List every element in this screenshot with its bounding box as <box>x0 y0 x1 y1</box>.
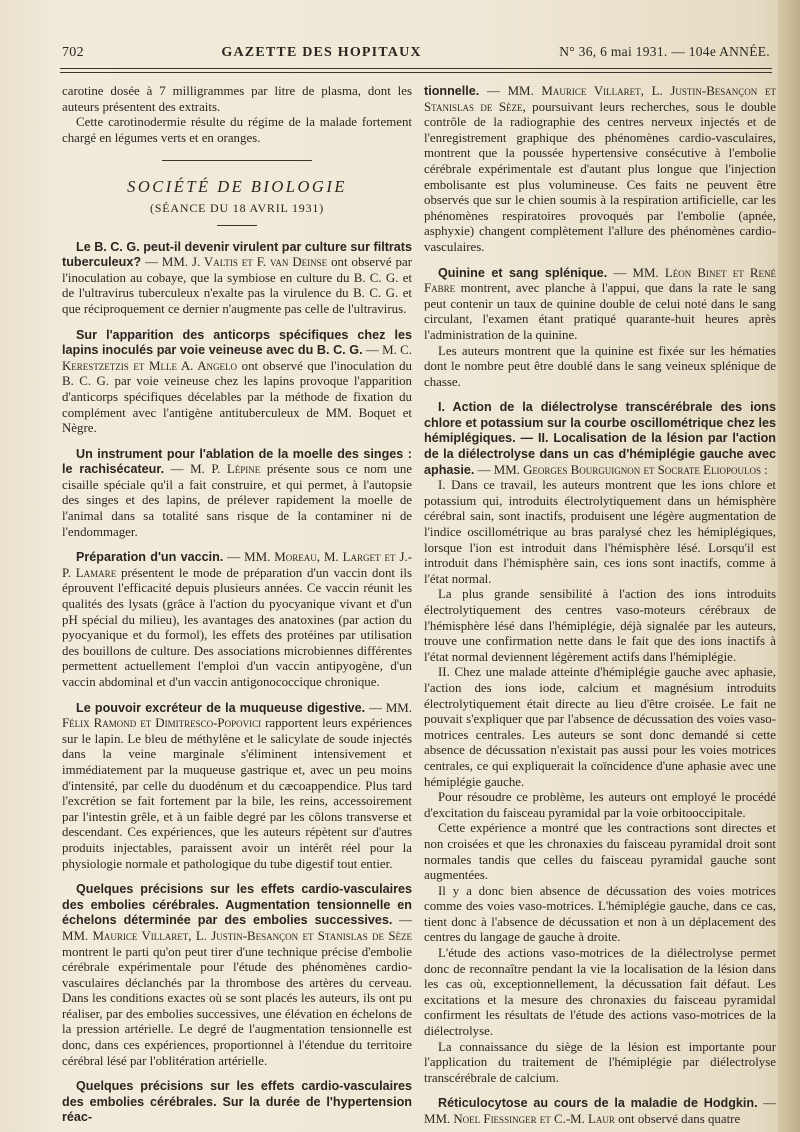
article <box>62 1079 412 1126</box>
article-title: Le pouvoir excréteur de la muqueuse digestive. <box>76 700 366 715</box>
page-edge <box>778 0 800 1132</box>
article-authors: — MM. J. Valtis et F. van Deinse <box>141 255 328 270</box>
paragraph: La connaissance du siège de la lésion est importante pour l'application du traitement de l'hémiplégie par diélectrolyse transcérébrale de calcium. <box>424 1039 776 1085</box>
article <box>62 882 412 1069</box>
divider <box>217 225 257 226</box>
article <box>62 447 412 541</box>
article-body: poursuivant leurs recherches, sous le double contrôle de la radiographie des centres nerveux injectés et de l'enregistrement graphique des phénomènes cardio-vasculaires, montrent que la poussée hypertensive consécutive à l'embolie cérébrale expérimentale est d'autant plus longue que l'injection embolisante est plus volumineuse. Ces faits ne peuvent être observés que sur le chien soumis à la respiration artificielle, car les phénomènes respiratoires provoqués par l'embolie (apnée, asphyxie) changent complètement l'allure des phénomènes cardio-vasculaires. <box>424 99 776 254</box>
paragraph: carotine dosée à 7 milligrammes par litre de plasma, dont les auteurs présentent des extraits. <box>62 84 412 114</box>
article-authors: — MM. Georges Bourguignon et Socrate Eliopoulos : <box>474 462 768 477</box>
article-authors: — M. C. Kerestzetzis et Mlle A. Angelo <box>62 343 412 373</box>
article-authors: — MM. Maurice Villaret, L. Justin-Besançon et Stanislas de Sèze <box>62 913 412 943</box>
paragraph: Pour résoudre ce problème, les auteurs ont employé le procédé d'excitation du faisceau pyramidal par la voie orbitooccipitale. <box>424 790 776 820</box>
article <box>62 240 412 318</box>
article-authors: — M. P. Lépine <box>164 462 261 477</box>
article-body: montrent, avec planche à l'appui, que dans la rate le sang peut contenir un taux de quinine double de celui noté dans le sang circulant, l'examen étant pratiqué quarante-huit heures après l'administration de la quinine. <box>424 281 776 342</box>
article-body: ont observé par l'inoculation au cobaye, que la symbiose en culture du B. C. G. et de l'ultravirus tuberculeux n'exalte pas la virulence du B. C. G. et que réciproquement ce dernier n'augmente pas celle de l'ultravirus. <box>62 255 412 316</box>
article-authors: — MM. Maurice Villaret, L. Justin-Besançon et Stanislas de Sèze, <box>424 84 776 114</box>
issue-info: N° 36, 6 mai 1931. — 104e ANNÉE. <box>559 44 770 59</box>
article <box>62 328 412 437</box>
article <box>424 1096 776 1127</box>
section-divider <box>162 160 312 161</box>
article-title: Le B. C. G. peut-il devenir virulent par culture sur filtrats tuberculeux? <box>62 239 412 270</box>
session-date: (SÉANCE DU 18 AVRIL 1931) <box>149 200 324 215</box>
running-header <box>62 44 770 66</box>
article-body: présentent le mode de préparation d'un vaccin dont ils éprouvent l'efficacité depuis plusieurs années. Ce vaccin réunit les qualités des lysats (grâce à l'action du pyocyanique vivant et d'un pH spécial du milieu), les avantages des anatoxines (par action du pyocyanique et du formol), les effets des protéines par utilisation des bouillons de culture. Des associations microbiennes différentes permettent actuellement l'emploi d'un vaccin antipyogène, d'un vaccin abdominal et d'un vaccin antigonococcique chronique. <box>62 565 412 689</box>
right-column <box>424 84 776 1128</box>
article <box>424 400 776 478</box>
article-title-cont: tionnelle. <box>424 84 480 98</box>
article-authors: — MM. Noel Fiessinger et C.-M. Laur <box>424 1096 776 1126</box>
article-title: Réticulocytose au cours de la maladie de Hodgkin. <box>438 1096 758 1111</box>
article <box>424 266 776 344</box>
article-title: Quelques précisions sur les effets cardio-vasculaires des embolies cérébrales. Augmentation tensionnelle en échelons déterminée par des embolies successives. <box>62 882 412 928</box>
article <box>62 701 412 873</box>
journal-title: GAZETTE DES HOPITAUX <box>221 45 422 60</box>
paragraph: L'étude des actions vaso-motrices de la diélectrolyse permet donc de reconnaître pendant la vie la localisation de la lésion dans les cas où, exceptionnellement, la décussation fait défaut. Les excitations et la mesure des chronaxies du faisceau pyramidal confirment les résultats de l'étude des actions vaso-motrices de la diélectrolyse. <box>424 946 776 1039</box>
article-body: présente sous ce nom une cisaille spéciale qu'il a fait construire, et qui permet, à l'autopsie des singes et des lapins, de prélever rapidement la moelle de l'animal dans sa totalité sans risque de la contaminer ni de l'endommager. <box>62 462 412 539</box>
article-title: Préparation d'un vaccin. <box>76 550 224 565</box>
article-title: Quelques précisions sur les effets cardio-vasculaires des embolies cérébrales. Sur la durée de l'hypertension réac- <box>62 1079 412 1125</box>
paragraph: La plus grande sensibilité à l'action des ions introduits électrolytiquement des centres vaso-moteurs cérébraux de l'hémisphère lésé dans l'hémiplégie, déjà signalée par les auteurs, trouve une confirmation nette dans le fait que des ions inactifs à l'état normal deviennent légèrement actifs dans l'hémiplégie. <box>424 587 776 664</box>
article-authors: — MM. Léon Binet et René Fabre <box>424 265 776 296</box>
article-body: ont observé que l'inoculation du B. C. G. par voie veineuse chez les lapins provoque l'apparition d'anticorps spécifiques décelables par la méthode de fixation du complément avec l'antigène antituberculeux de MM. Boquet et Nègre. <box>62 358 413 436</box>
article-title: I. Action de la diélectrolyse transcérébrale des ions chlore et potassium sur la courbe oscillométrique chez les hémiplégiques. — II. Localisation de la lésion par l'action de la diélectrolyse dans un cas d'hémiplégie gauche avec aphasie. <box>424 400 776 477</box>
section-title: SOCIÉTÉ DE BIOLOGIE <box>127 177 347 197</box>
paragraph: Les auteurs montrent que la quinine est fixée sur les hématies dont le nombre peut être doublé dans le sang veineux splénique de chasse. <box>424 343 776 389</box>
article-body: montrent le parti qu'on peut tirer d'une technique précise d'embolie cérébrale expérimentale pour l'étude des phénomènes cardio-vasculaires déclanchés par la thrombose des artères du cerveau. Dans les conditions exactes où se sont placés les auteurs, ils ont pu réaliser, par des embolies successives, une élévation en échelons de la pression artérielle. Le degré de l'augmentation tensionnelle est donc, dans ces expériences, proportionnel à l'étendue du territoire cérébral lésé par l'oblitération artérielle. <box>62 944 412 1068</box>
paragraph: Cette expérience a montré que les contractions sont directes et non croisées et que les chronaxies du faisceau pyramidal droit sont normales tandis que celles du faisceau pyramidal gauche sont augmentées. <box>424 821 776 883</box>
article-authors: — MM. Moreau, M. Larget et J.-P. Lamare <box>62 550 412 580</box>
paragraph: II. Chez une malade atteinte d'hémiplégie gauche avec aphasie, l'action des ions iode, calcium et magnésium introduits électrolytiquement était directe au lieu d'être croisée. Le fait ne pouvait s'expliquer que par l'absence de décussation des voies vaso-motrices centrales. Les auteurs se sont donc demandé si cette absence de décussation n'existait pas aussi pour les voies motrices centrales, ce qui expliquerait la coïncidence d'une aphasie avec une hémiplégie gauche. <box>424 665 776 789</box>
paragraph: Il y a donc bien absence de décussation des voies motrices comme des voies vaso-motrices. L'hémiplégie gauche, dans ce cas, tient donc à l'absence de décussation et non à un déplacement des centres du langage de gauche à droite. <box>424 883 776 945</box>
article-body: ont observé dans quatre <box>614 1112 741 1126</box>
article <box>424 84 776 256</box>
page-number: 702 <box>62 45 84 60</box>
article-authors: — MM. Félix Ramond et Dimitresco-Popovici <box>62 700 412 731</box>
paragraph: Cette carotinodermie résulte du régime de la malade fortement chargé en légumes verts et en oranges. <box>62 115 412 145</box>
article-body: rapportent leurs expériences sur le lapin. Le bleu de méthylène et le salicylate de soude injectés dans la veine marginale s'éliminent intensivement et immédiatement par la muqueuse gastrique et, avec un peu moins d'intensité, par celle du duodénum et du cæcoappendice. Plus tard l'excrétion se fait fortement par la bile, les reins, accessoirement par l'intestin grêle, et à un faible degré par les côlons transverse et descendant. Ces expériences, que les auteurs répètent sur d'autres produits injectables, paraissent avoir un intérêt réel pour la physiologie normale et pathologique du tube digestif tout entier. <box>62 716 412 871</box>
paragraph: I. Dans ce travail, les auteurs montrent que les ions chlore et potassium qui, introduits électrolytiquement dans un hémisphère cérébral sain, sont inactifs, produisent une légère augmentation de l'indice oscillométrique au bras paralysé chez les hémiplégiques, lorsque l'ion est introduit dans l'hémisphère lésé. Lorsqu'il est introduit dans l'hémisphère sain, ces ions sont inactifs, comme à l'état normal. <box>424 478 776 586</box>
article-title: Un instrument pour l'ablation de la moelle des singes : le rachisécateur. <box>62 446 412 477</box>
article-title: Sur l'apparition des anticorps spécifiques chez les lapins inoculés par voie veineuse avec du B. C. G. <box>62 327 412 358</box>
article <box>62 550 412 690</box>
article-title: Quinine et sang splénique. <box>438 265 608 280</box>
header-rule <box>60 68 772 73</box>
left-column <box>62 84 412 1126</box>
